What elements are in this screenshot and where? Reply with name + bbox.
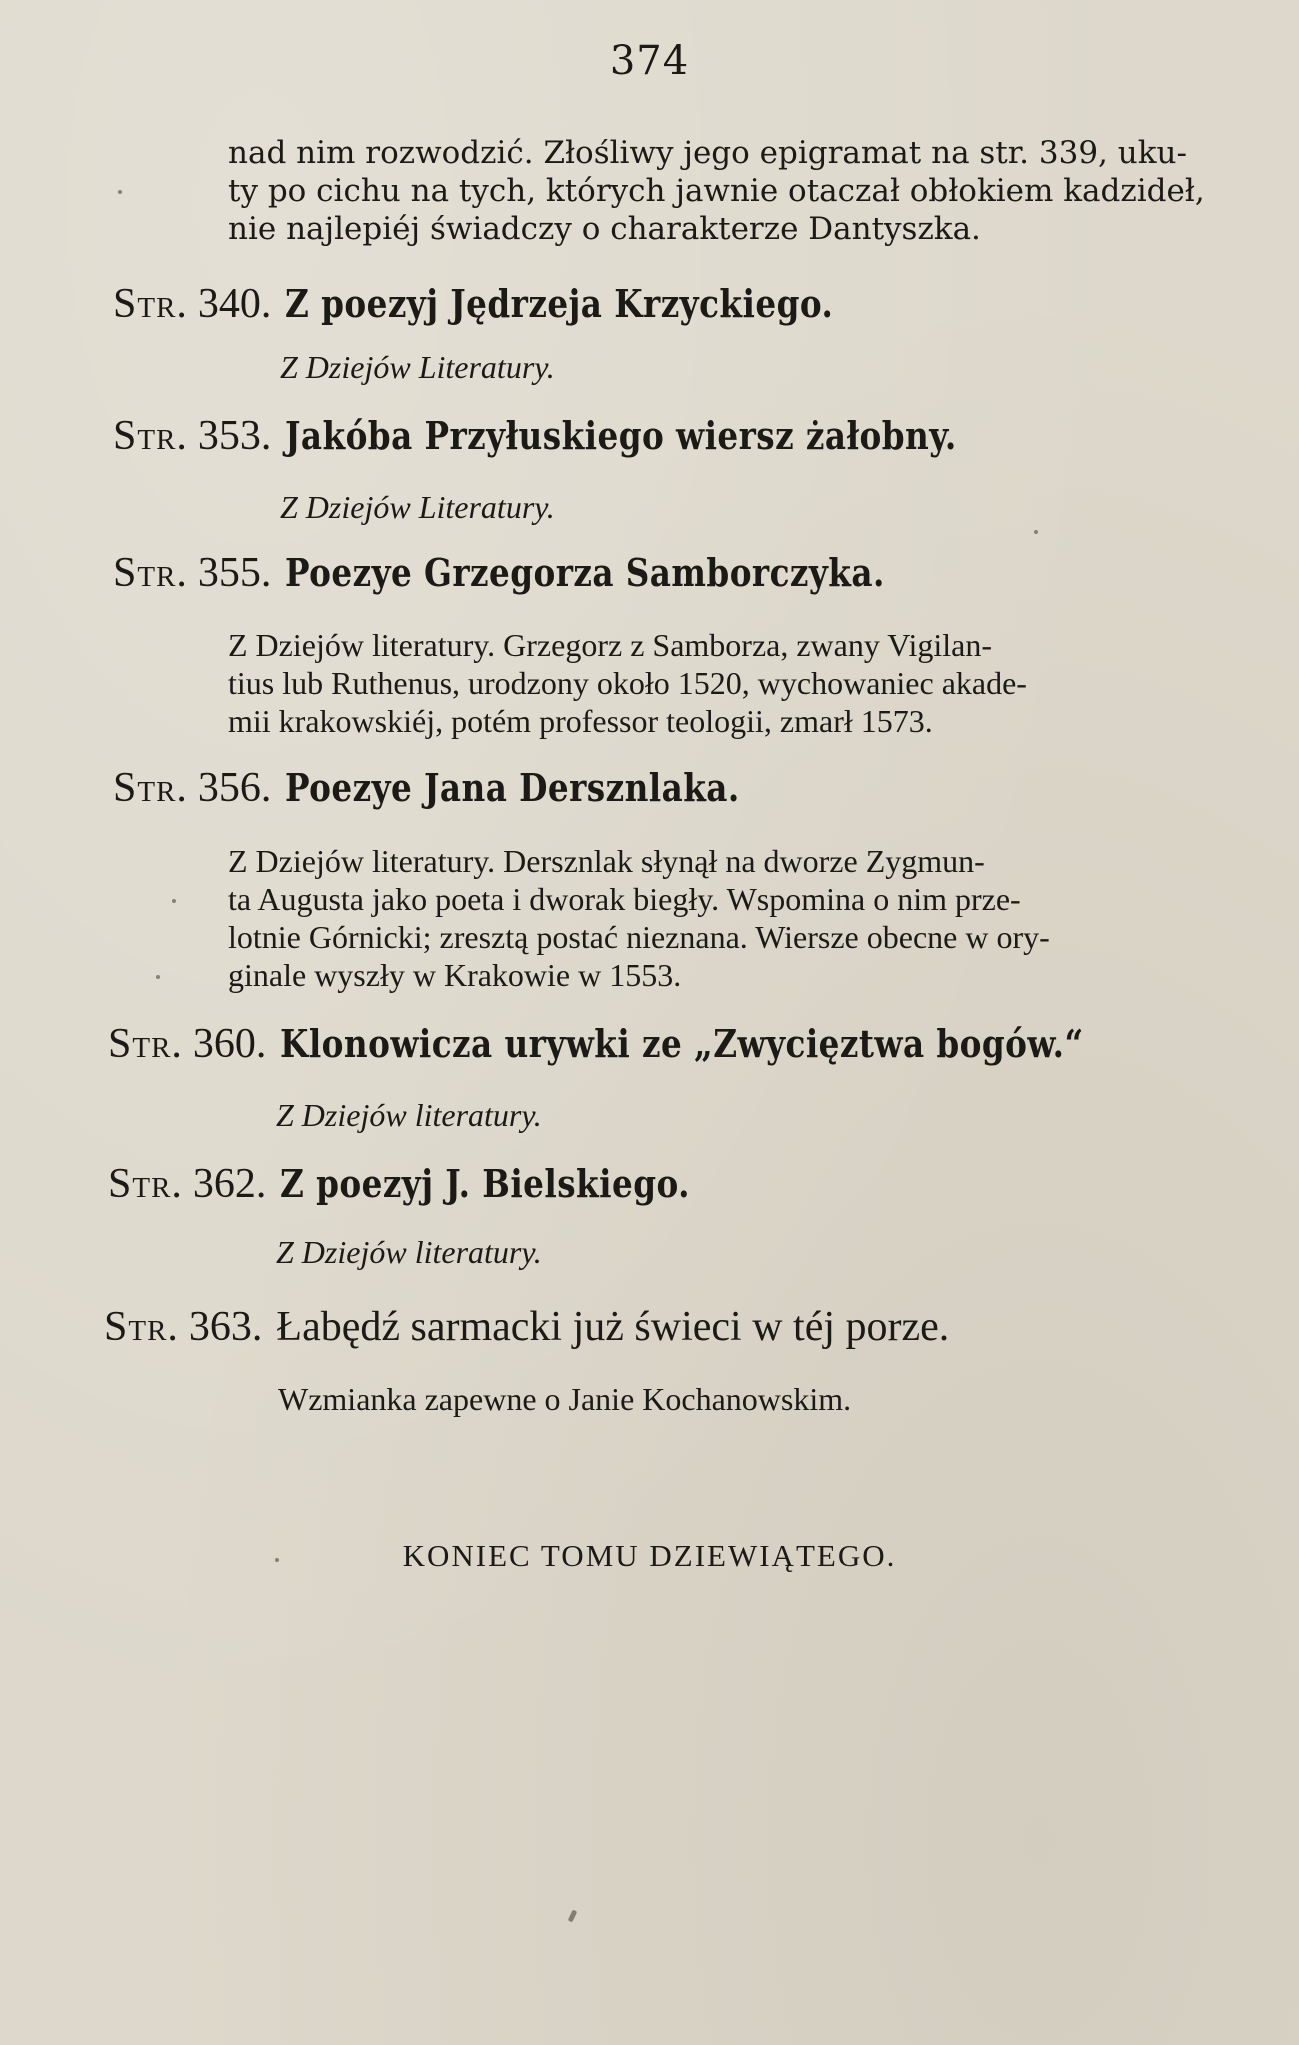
entry-heading [108, 1160, 757, 1208]
str-label: Str. [104, 1304, 179, 1350]
str-label: Str. [108, 1021, 183, 1067]
entry-title: Z poezyj J. Bielskiego. [280, 1161, 691, 1206]
text-line: nie najlepiéj świadczy o charakterze Dantyszka. [228, 211, 981, 247]
text-line: ta Augusta jako poeta i dworak biegły. Wspomina o nim prze- [228, 881, 1021, 917]
str-label: Str. [113, 550, 188, 596]
entry-title: Jakóba Przyłuskiego wiersz żałobny. [285, 413, 958, 458]
entry-title: Klonowicza urywki ze „Zwycięztwa bogów.“ [280, 1021, 1085, 1066]
text-line: Z Dziejów literatury. Grzegorz z Samborza, zwany Vigilan- [228, 627, 992, 663]
page-ref-number: 360. [192, 1021, 267, 1067]
page-ref-number: 362. [192, 1161, 267, 1207]
page-ref-number: 363. [188, 1304, 263, 1350]
str-label: Str. [108, 1161, 183, 1207]
page-ref-number: 356. [197, 765, 272, 811]
print-speck [118, 190, 122, 194]
str-label: Str. [113, 413, 188, 459]
closing-line: KONIEC TOMU DZIEWIĄTEGO. [402, 1538, 897, 1573]
entry-source: Z Dziejów literatury. [276, 1097, 542, 1133]
entry-note [228, 626, 1027, 740]
entry-heading [113, 549, 983, 597]
text-line: mii krakowskiéj, potém professor teologii, zmarł 1573. [228, 703, 933, 739]
print-speck [568, 1910, 578, 1923]
page-ref-number: 340. [197, 281, 272, 327]
entry-heading [108, 1020, 1215, 1068]
entry-source: Z Dziejów Literatury. [280, 489, 555, 525]
entry-title: Łabędź sarmacki już świeci w téj porze. [276, 1304, 950, 1350]
entry-heading [113, 412, 1066, 460]
entry-title: Poezye Jana Dersznlaka. [285, 765, 741, 810]
text-line: nad nim rozwodzić. Złośliwy jego epigramat na str. 339, uku- [228, 135, 1187, 171]
page-ref-number: 353. [197, 413, 272, 459]
entry-heading [113, 764, 814, 812]
page-number: 374 [609, 38, 690, 84]
intro-paragraph [228, 134, 1205, 248]
print-speck [156, 975, 160, 979]
entry-note [228, 842, 1050, 994]
entry-heading [113, 280, 923, 328]
entry-title: Poezye Grzegorza Samborczyka. [285, 550, 886, 595]
entry-note: Wzmianka zapewne o Janie Kochanowskim. [278, 1381, 852, 1417]
print-speck [1034, 530, 1038, 534]
text-line: Z Dziejów literatury. Dersznlak słynął na dworze Zygmun- [228, 843, 985, 879]
entry-title: Z poezyj Jędrzeja Krzyckiego. [285, 281, 834, 326]
text-line: ginale wyszły w Krakowie w 1553. [228, 957, 682, 993]
page-ref-number: 355. [197, 550, 272, 596]
text-line: tius lub Ruthenus, urodzony około 1520, wychowaniec akade- [228, 665, 1027, 701]
entry-heading [104, 1303, 949, 1351]
print-speck [275, 1558, 279, 1562]
entry-source: Z Dziejów literatury. [276, 1234, 542, 1270]
str-label: Str. [113, 281, 188, 327]
text-line: ty po cichu na tych, których jawnie otaczał obłokiem kadzideł, [228, 173, 1205, 209]
print-speck [172, 899, 176, 903]
str-label: Str. [113, 765, 188, 811]
text-line: lotnie Górnicki; zresztą postać nieznana. Wiersze obecne w ory- [228, 919, 1050, 955]
entry-source: Z Dziejów Literatury. [280, 349, 555, 385]
